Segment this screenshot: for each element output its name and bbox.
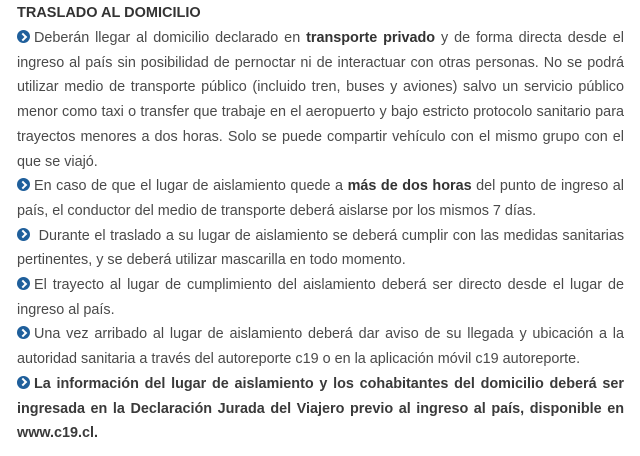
paragraph-text: El trayecto al lugar de cumplimiento del aislamiento deberá ser directo desde el lugar de ingreso al país. xyxy=(17,277,624,318)
chevron-right-circle-icon xyxy=(17,376,30,389)
paragraph-text: y de forma directa desde el ingreso al país sin posibilidad de pernoctar ni de interactuar con otras personas. No se podrá utilizar medio de transporte público (incluido tren, buses y aviones) salvo un servicio público menor como taxi o transfer que trabaje en el aeropuerto y bajo estricto protocolo sanitario para trayectos menores a dos horas. Solo se puede compartir vehículo con el mismo grupo con el que se viajó. xyxy=(17,30,624,170)
paragraph-text: Durante el traslado a su lugar de aislamiento se deberá cumplir con las medidas sanitarias pertinentes, y se deberá utilizar mascarilla en todo momento. xyxy=(17,227,625,269)
paragraph-text: En caso de que el lugar de aislamiento quede a xyxy=(34,178,348,195)
section-title: TRASLADO AL DOMICILIO xyxy=(17,5,201,21)
chevron-right-circle-icon xyxy=(17,228,30,241)
paragraph-text: Una vez arribado al lugar de aislamiento deberá dar aviso de su llegada y ubicación a la autoridad sanitaria a través del autoreporte c19 o en la aplicación móvil c19 autoreporte. xyxy=(17,326,624,368)
chevron-right-circle-icon xyxy=(17,277,30,290)
paragraph-driver-isolation xyxy=(17,174,624,223)
chevron-right-circle-icon xyxy=(17,326,30,339)
paragraph-sanitary-measures xyxy=(17,224,624,273)
paragraph-private-transport xyxy=(17,26,624,174)
paragraph-arrival-report xyxy=(17,322,624,371)
emphasis-text: más de dos horas xyxy=(347,178,472,195)
paragraph-direct-route xyxy=(17,273,624,322)
paragraph-text: La información del lugar de aislamiento y los cohabitantes del domicilio deberá ser ingresada en la Declaración Jurada del Viajero previo al ingreso al país, disponible en www.c19.cl. xyxy=(17,375,624,442)
chevron-right-circle-icon xyxy=(17,178,30,191)
paragraph-text: Deberán llegar al domicilio declarado en xyxy=(34,30,307,46)
paragraph-text: del punto de ingreso al país, el conductor del medio de transporte deberá aislarse por los mismos 7 días. xyxy=(17,178,624,219)
emphasis-text: transporte privado xyxy=(306,30,436,46)
chevron-right-circle-icon xyxy=(17,30,30,43)
paragraph-declaration-info xyxy=(17,372,624,446)
